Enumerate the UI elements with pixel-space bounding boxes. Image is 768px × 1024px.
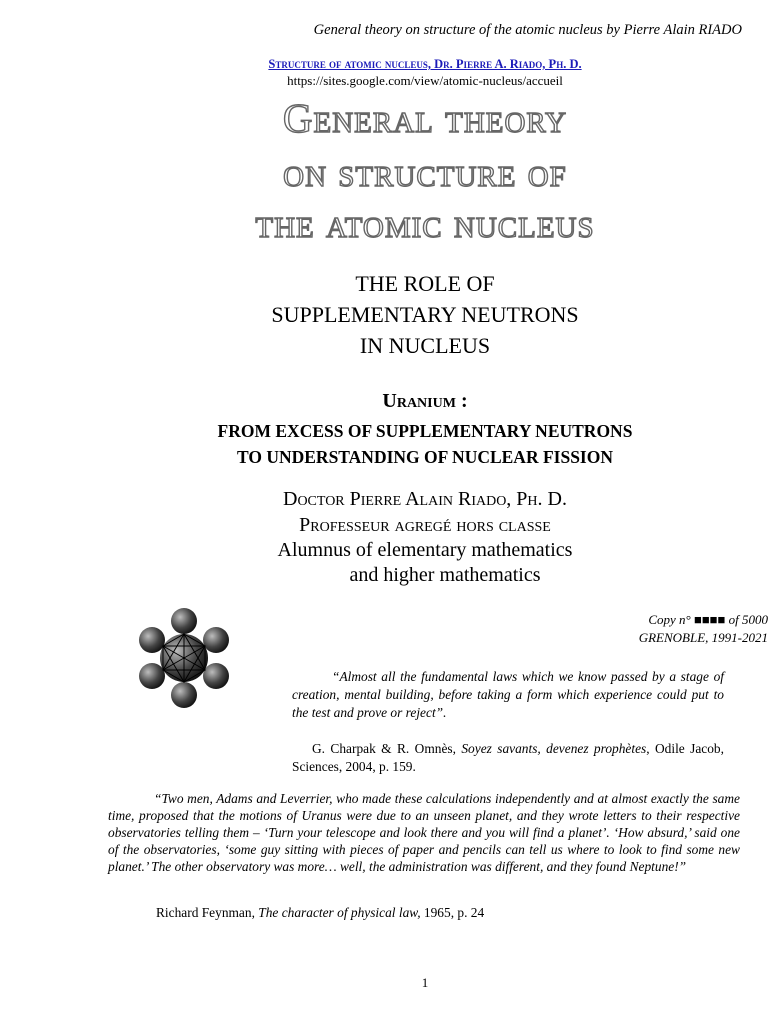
- website-url[interactable]: https://sites.google.com/view/atomic-nucleus/accueil: [287, 73, 563, 88]
- main-title-line-2: on structure of: [283, 149, 567, 195]
- role-title-line-3: IN NUCLEUS: [359, 333, 491, 358]
- molecule-emblem-icon: [134, 608, 234, 708]
- citation-charpak-work: Soyez savants, devenez prophètes: [461, 741, 647, 756]
- citation-charpak: [292, 740, 724, 776]
- subject-line-1: FROM EXCESS OF SUPPLEMENTARY NEUTRONS: [217, 421, 633, 441]
- citation-feynman-rest: 1965, p. 24: [420, 905, 485, 920]
- role-title-line-2: SUPPLEMENTARY NEUTRONS: [271, 302, 579, 327]
- citation-feynman-work: The character of physical law,: [258, 905, 421, 920]
- author-name: Doctor Pierre Alain Riado, Ph. D.: [283, 488, 567, 510]
- author-alumnus-line-1: Alumnus of elementary mathematics: [277, 539, 573, 561]
- role-title-line-1: THE ROLE OF: [355, 271, 495, 296]
- page-number: 1: [421, 975, 429, 990]
- quote-feynman: “Two men, Adams and Leverrier, who made these calculations independently and at almost exactly the same time, proposed that the motions of Uranus were due to an unseen planet, and they wrote letters to their respective observatories telling them – ‘Turn your telescope and look there and you will find a planet’. ‘How absurd,’ said one of the observatories, ‘some guy sitting with pieces of paper and pencils can tell us where to look to find some new planet.’ The other observatory was more… well, the administration was different, and they found Neptune!”: [108, 791, 740, 874]
- citation-charpak-rest: , Odile Jacob, Sciences, 2004, p. 159.: [292, 741, 724, 774]
- main-title-line-1: General theory: [282, 95, 568, 141]
- author-title: Professeur agregé hors classe: [299, 514, 551, 536]
- website-link[interactable]: Structure of atomic nucleus, Dr. Pierre A. Riado, Ph. D.: [268, 57, 582, 71]
- citation-feynman: [156, 905, 484, 921]
- copy-number: Copy n° ■■■■ of 5000: [648, 612, 768, 627]
- citation-charpak-author: G. Charpak & R. Omnès,: [312, 741, 462, 756]
- running-header: General theory on structure of the atomic nucleus by Pierre Alain RIADO: [313, 22, 742, 38]
- subject-heading: Uranium :: [382, 390, 468, 412]
- main-title-line-3: the atomic nucleus: [255, 200, 595, 246]
- citation-feynman-author: Richard Feynman,: [156, 905, 259, 920]
- subject-line-2: TO UNDERSTANDING OF NUCLEAR FISSION: [237, 447, 613, 467]
- quote-charpak: “Almost all the fundamental laws which we know passed by a stage of creation, mental building, before taking a form which experience could put to the test and prove or reject”.: [292, 669, 724, 720]
- place-date: GRENOBLE, 1991-2021: [638, 630, 768, 645]
- author-alumnus-line-2: and higher mathematics: [349, 564, 541, 586]
